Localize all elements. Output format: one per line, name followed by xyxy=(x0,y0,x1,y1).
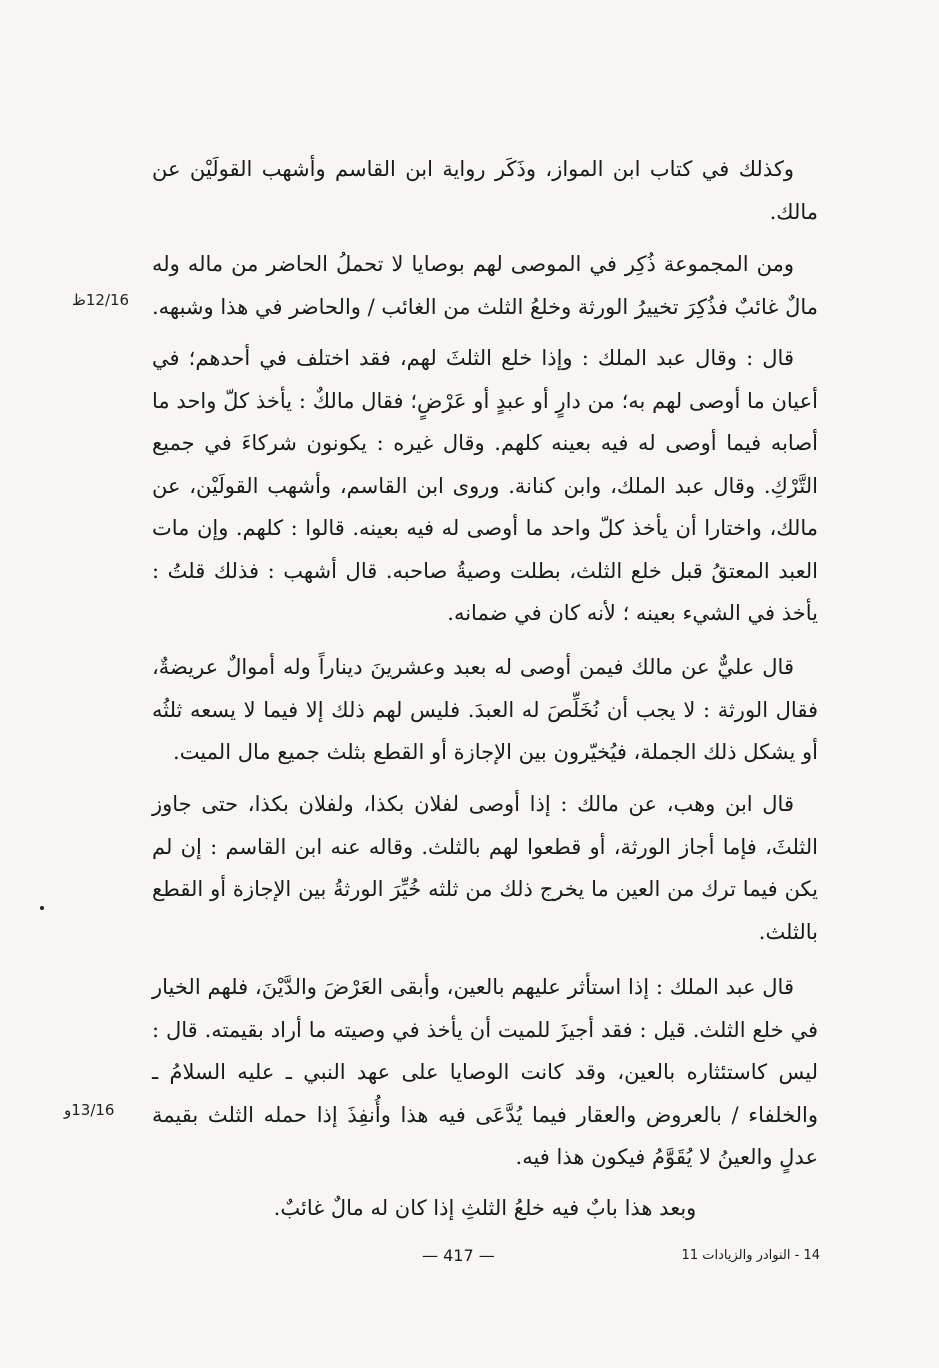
paragraph-5-block xyxy=(152,783,818,953)
paragraph-5: قال ابن وهب، عن مالك : إذا أوصى لفلان بكذا، ولفلان بكذا، حتى جاوز الثلثَ، فإما أجاز الورثة، أو قطعوا لهم بالثلث. وقاله عنه ابن القاسم : إن لم يكن فيما ترك من العين ما يخرج ذلك من ثلثه خُيِّرَ الورثةُ بين الإجازة أو القطع بالثلث. xyxy=(152,792,818,944)
paragraph-6-block xyxy=(152,966,818,1179)
main-text xyxy=(152,148,818,233)
paragraph-1: وكذلك في كتاب ابن المواز، وذَكَر رواية ابن القاسم وأشهب القولَيْن عن مالك. xyxy=(152,157,818,224)
paragraph-6: قال عبد الملك : إذا استأثر عليهم بالعين، وأبقى العَرْضَ والدَّيْنَ، فلهم الخيار في خلع الثلث. قيل : فقد أجيزَ للميت أن يأخذ في وصيته ما أراد بقيمته. قال : ليس كاستئثاره بالعين، وقد كانت الوصايا على عهد النبي ـ عليه السلامُ ـ والخلفاء / بالعروض والعقار فيما يُدَّعَى فيه هذا وأُنفِذَ إذا حمله الثلث بقيمة عدلٍ والعينُ لا يُقَوَّمُ فيكون هذا فيه. xyxy=(152,975,818,1169)
book-reference: 14 - النوادر والزيادات 11 xyxy=(681,1248,820,1263)
margin-marker-1: 12/16ظ xyxy=(72,291,130,309)
chapter-heading: وبعد هذا بابٌ فيه خلعُ الثلثِ إذا كان له مالٌ غائبٌ. xyxy=(273,1196,697,1220)
paragraph-2: ومن المجموعة ذُكِر في الموصى لهم بوصايا لا تحملُ الحاضر من ماله وله مالٌ غائبٌ فذُكِرَ تخييرُ الورثة وخلعُ الثلث من الغائب / والحاضر في هذا وشبهه. xyxy=(151,252,818,319)
paragraph-3: قال : وقال عبد الملك : وإذا خلع الثلثَ لهم، فقد اختلف في أحدهم؛ في أعيان ما أوصى لهم به؛ من دارٍ أو عبدٍ أو عَرْضٍ؛ فقال مالكٌ : يأخذ كلّ واحد ما أصابه فيما أوصى له فيه بعينه كلهم. وقال غيره : يكونون شركاءَ في جميع التَّرْكِ. وقال عبد الملك، وابن كنانة. وروى ابن القاسم، وأشهب القولَيْن، عن مالك، واختارا أن يأخذ كلّ واحد ما أوصى له فيه بعينه. قالوا : كلهم. وإن مات العبد المعتقُ قبل خلع الثلث، بطلت وصيةُ صاحبه. قال أشهب : فذلك قلتُ : يأخذ في الشيء بعينه ؛ لأنه كان في ضمانه. xyxy=(152,346,818,625)
paragraph-4: قال عليٌّ عن مالك فيمن أوصى له بعبد وعشرينَ ديناراً وله أموالٌ عريضةٌ، فقال الورثة : لا يجب أن نُخَلِّصَ له العبدَ. فليس لهم ذلك إلا فيما لا يسعه ثلثُه أو يشكل ذلك الجملة، فيُخيّرون بين الإجازة أو القطع بثلث جميع مال الميت. xyxy=(152,655,818,764)
paragraph-2-block xyxy=(152,243,818,328)
paragraph-4-block xyxy=(152,646,818,774)
paragraph-3-block xyxy=(152,337,818,635)
ink-speck xyxy=(40,906,44,910)
paragraph-7-block xyxy=(152,1187,818,1230)
page-footer xyxy=(150,1246,820,1270)
margin-marker-2: 13/16و xyxy=(64,1101,115,1119)
page-number: — 417 — xyxy=(422,1246,495,1265)
